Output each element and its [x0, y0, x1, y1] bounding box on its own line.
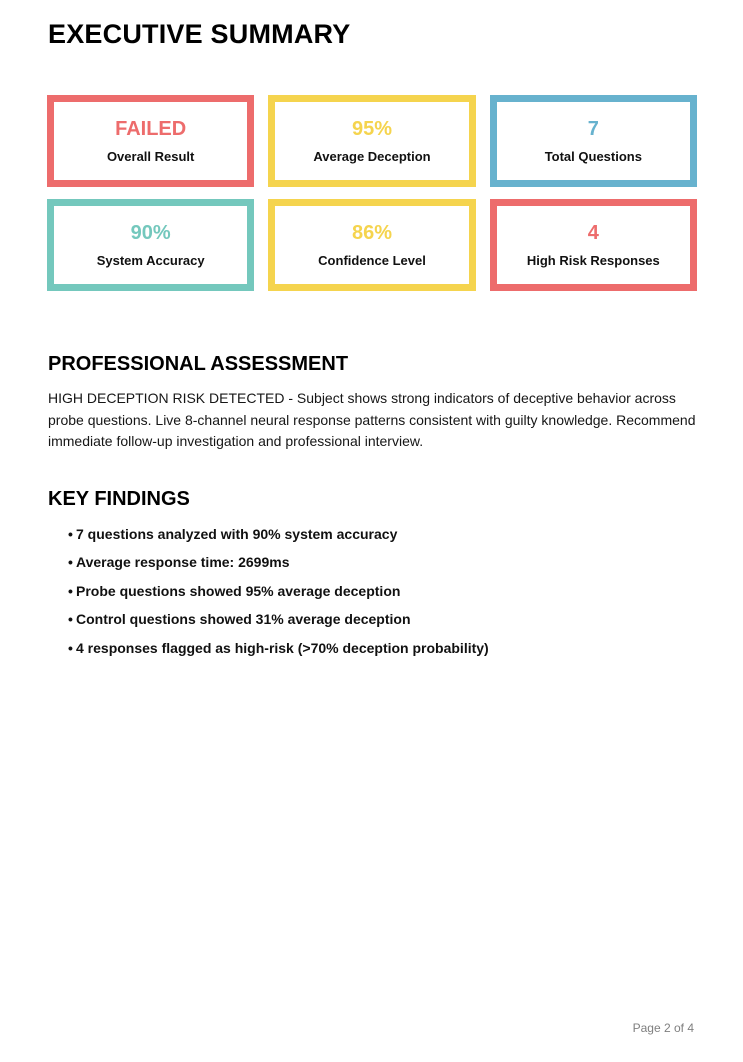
stat-value: 90%	[130, 222, 171, 244]
stat-value: 4	[587, 222, 599, 244]
finding-text: Probe questions showed 95% average deception	[76, 582, 401, 599]
stat-card-confidence-level	[268, 199, 475, 291]
stat-cards-grid	[47, 95, 697, 291]
report-page	[0, 18, 743, 655]
stat-value: 86%	[351, 222, 392, 244]
stat-label: Average Deception	[313, 149, 431, 164]
assessment-heading: PROFESSIONAL ASSESSMENT	[48, 353, 349, 375]
key-findings-list	[47, 527, 697, 655]
finding-item	[68, 641, 697, 655]
stat-card-high-risk-responses	[490, 199, 697, 291]
finding-text: Control questions showed 31% average deception	[76, 611, 411, 628]
page-number: Page 2 of 4	[632, 1021, 694, 1035]
stat-value: FAILED	[115, 118, 187, 140]
stat-label: Confidence Level	[318, 253, 426, 268]
assessment-body-text: HIGH DECEPTION RISK DETECTED - Subject shows strong indicators of deceptive behavior across probe questions. Live 8-channel neural response patterns consistent with guilty knowledge. Recommend immediate follow-up investigation and professional interview.	[48, 390, 696, 450]
bullet-icon: •	[68, 611, 73, 628]
bullet-icon: •	[68, 525, 73, 542]
finding-text: 7 questions analyzed with 90% system accuracy	[76, 525, 398, 542]
stat-label: High Risk Responses	[526, 253, 660, 268]
bullet-icon: •	[68, 639, 73, 656]
finding-item	[68, 584, 697, 598]
stat-label: Overall Result	[106, 149, 195, 164]
finding-item	[68, 612, 697, 626]
stat-card-average-deception	[268, 95, 475, 187]
finding-item	[68, 527, 697, 541]
stat-value: 95%	[351, 118, 392, 140]
stat-card-overall-result	[47, 95, 254, 187]
bullet-icon: •	[68, 554, 73, 571]
stat-card-system-accuracy	[47, 199, 254, 291]
page-title: EXECUTIVE SUMMARY	[48, 19, 351, 49]
stat-label: Total Questions	[544, 149, 642, 164]
stat-label: System Accuracy	[96, 253, 205, 268]
key-findings-heading: KEY FINDINGS	[48, 487, 190, 510]
stat-card-total-questions	[490, 95, 697, 187]
bullet-icon: •	[68, 582, 73, 599]
finding-text: 4 responses flagged as high-risk (>70% deception probability)	[76, 639, 489, 656]
finding-item	[68, 555, 697, 569]
stat-value: 7	[587, 118, 599, 140]
finding-text: Average response time: 2699ms	[76, 554, 290, 571]
